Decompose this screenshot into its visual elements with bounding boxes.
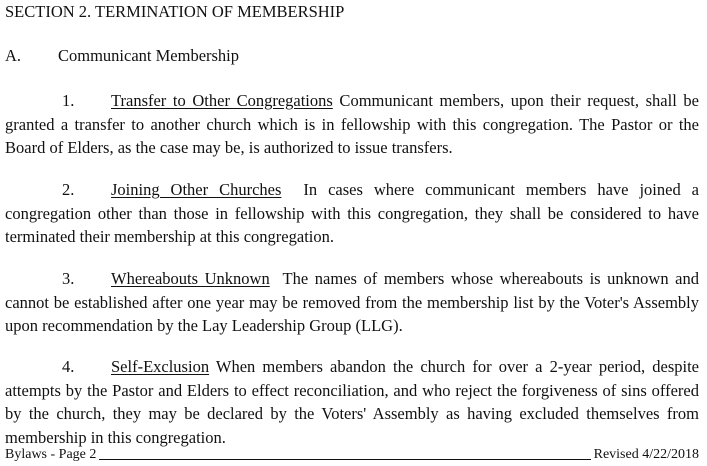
section-heading: SECTION 2. TERMINATION OF MEMBERSHIP <box>5 2 345 21</box>
paragraph-number: 2. <box>62 180 75 199</box>
paragraph-transfer <box>5 89 699 160</box>
footer-page-label: Bylaws - Page 2 <box>5 447 97 462</box>
paragraph-body: When members abandon the church for over a 2-year period, despite attempts by the Pastor and Elders to effect reconciliation, and who reject the forgiveness of sins offered by the church, they may be declared by the Voters' Assembly as having excluded themselves from membership in this congregation. <box>5 357 699 447</box>
paragraph-title: Transfer to Other Congregations <box>111 91 333 110</box>
paragraph-number: 1. <box>62 91 75 110</box>
paragraph-whereabouts <box>5 267 704 338</box>
paragraph-body: Communicant members, upon their request, shall be granted a transfer to another church which is in fellowship with this congregation. The Pastor or the Board of Elders, as the case may be, is authorized to issue transfers. <box>5 91 699 157</box>
subsection-letter: A. <box>5 46 22 65</box>
paragraph-number: 3. <box>62 269 75 288</box>
paragraph-number: 4. <box>62 357 75 376</box>
paragraph-joining <box>5 178 704 249</box>
subsection-heading <box>5 46 239 66</box>
paragraph-body: In cases where communicant members have joined a congregation other than those in fellowship with this congregation, they shall be considered to have terminated their membership at this congregation. <box>5 180 704 246</box>
footer-rule <box>99 459 590 460</box>
subsection-title: Communicant Membership <box>58 46 240 65</box>
paragraph-body: The names of members whose whereabouts is unknown and cannot be established after one year may be removed from the membership list by the Voter's Assembly upon recommendation by the Lay Leadership Group (LLG). <box>5 269 704 335</box>
paragraph-title: Self-Exclusion <box>111 357 210 376</box>
page-footer <box>5 444 699 464</box>
paragraph-self-exclusion <box>5 355 699 449</box>
paragraph-title: Joining Other Churches <box>111 180 282 199</box>
footer-revised-date: Revised 4/22/2018 <box>593 447 699 462</box>
paragraph-title: Whereabouts Unknown <box>111 269 270 288</box>
